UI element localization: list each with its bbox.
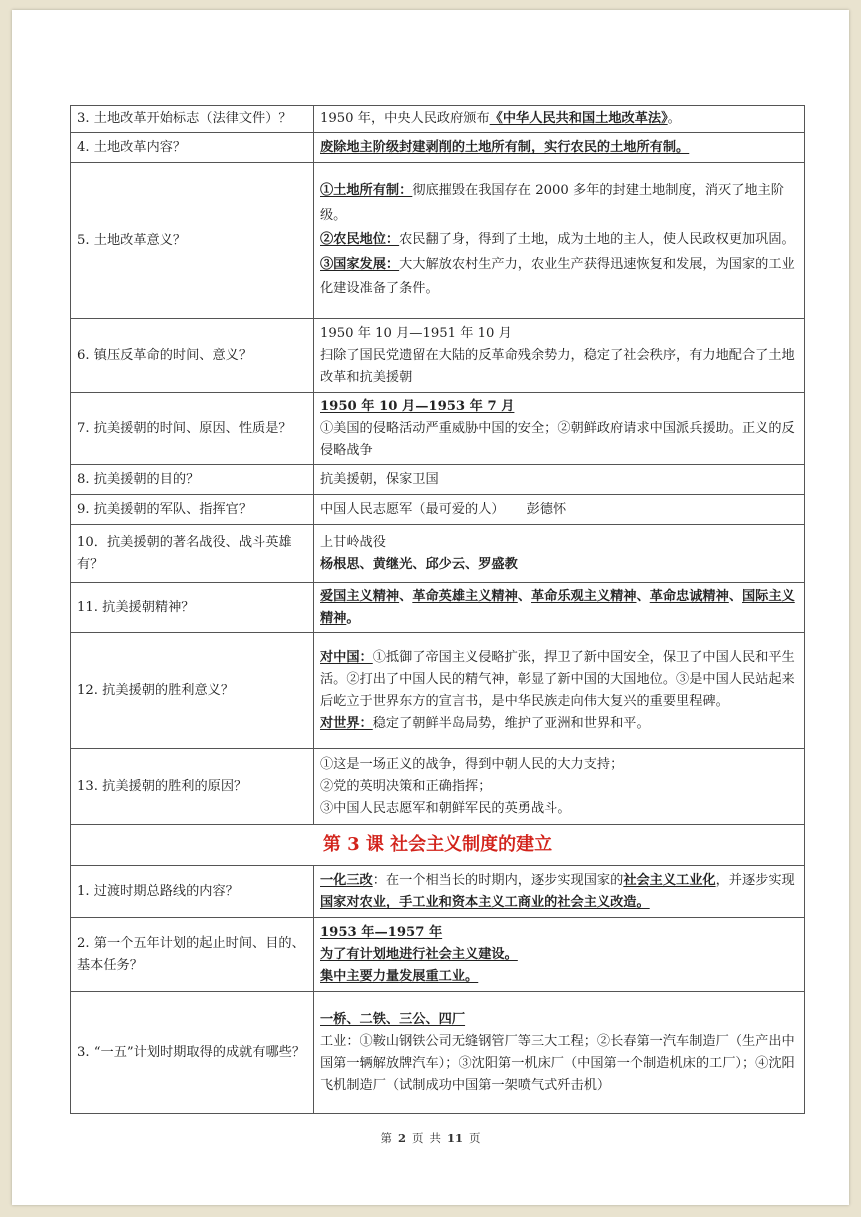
question-cell: 7. 抗美援朝的时间、原因、性质是？ <box>71 393 314 465</box>
table-row <box>71 319 805 393</box>
question-cell: 2. 第一个五年计划的起止时间、目的、基本任务？ <box>71 918 314 992</box>
table-row <box>71 583 805 633</box>
answer-cell: 中国人民志愿军（最可爱的人） 彭德怀 <box>314 495 805 525</box>
question-cell: 11. 抗美援朝精神？ <box>71 583 314 633</box>
document-page <box>12 10 849 1205</box>
answer-cell: 爱国主义精神、革命英雄主义精神、革命乐观主义精神、革命忠诚精神、国际主义精神。 <box>314 583 805 633</box>
section-title: 第 3 课 社会主义制度的建立 <box>71 825 805 866</box>
question-cell: 4. 土地改革内容？ <box>71 133 314 163</box>
question-cell: 8. 抗美援朝的目的？ <box>71 465 314 495</box>
question-cell: 1. 过渡时期总路线的内容？ <box>71 866 314 918</box>
answer-cell: ①这是一场正义的战争，得到中朝人民的大力支持； ②党的英明决策和正确指挥； ③中国人民志愿军和朝鲜军民的英勇战斗。 <box>314 749 805 825</box>
question-cell: 5. 土地改革意义？ <box>71 163 314 319</box>
table-row <box>71 495 805 525</box>
answer-cell: 1950 年 10 月—1953 年 7 月 ①美国的侵略活动严重威胁中国的安全；②朝鲜政府请求中国派兵援助。正义的反侵略战争 <box>314 393 805 465</box>
answer-cell: 上甘岭战役 杨根思、黄继光、邱少云、罗盛教 <box>314 525 805 583</box>
total-pages: 11 <box>447 1131 464 1145</box>
table-row <box>71 749 805 825</box>
question-cell: 3. “一五”计划时期取得的成就有哪些？ <box>71 992 314 1114</box>
table-row <box>71 992 805 1114</box>
table-row <box>71 106 805 133</box>
table-row <box>71 133 805 163</box>
page-footer: 第 2 页 共 11 页 <box>380 1131 481 1145</box>
section-row <box>71 825 805 866</box>
answer-cell: 废除地主阶级封建剥削的土地所有制，实行农民的土地所有制。 <box>314 133 805 163</box>
answer-cell: 抗美援朝，保家卫国 <box>314 465 805 495</box>
answer-cell: 1953 年—1957 年 为了有计划地进行社会主义建设。 集中主要力量发展重工业。 <box>314 918 805 992</box>
page-number: 2 <box>397 1131 406 1145</box>
question-cell: 10．抗美援朝的著名战役、战斗英雄有？ <box>71 525 314 583</box>
answer-cell: ①土地所有制：彻底摧毁在我国存在 2000 多年的封建土地制度，消灭了地主阶级。 ②农民地位：农民翻了身，得到了土地，成为土地的主人，使人民政权更加巩固。 ③国家发展：大大解放农村生产力，农业生产获得迅速恢复和发展，为国家的工业化建设准备了条件。 <box>314 163 805 319</box>
question-cell: 9. 抗美援朝的军队、指挥官？ <box>71 495 314 525</box>
answer-cell: 一化三改：在一个相当长的时期内，逐步实现国家的社会主义工业化，并逐步实现国家对农业，手工业和资本主义工商业的社会主义改造。 <box>314 866 805 918</box>
table-row <box>71 525 805 583</box>
table-row <box>71 393 805 465</box>
question-cell: 6. 镇压反革命的时间、意义？ <box>71 319 314 393</box>
question-cell: 13. 抗美援朝的胜利的原因？ <box>71 749 314 825</box>
qa-table <box>70 105 805 1114</box>
answer-cell: 1950 年，中央人民政府颁布《中华人民共和国土地改革法》。 <box>314 106 805 133</box>
question-cell: 12. 抗美援朝的胜利意义？ <box>71 633 314 749</box>
table-row <box>71 918 805 992</box>
table-row <box>71 633 805 749</box>
answer-cell: 1950 年 10 月—1951 年 10 月 扫除了国民党遗留在大陆的反革命残余势力，稳定了社会秩序，有力地配合了土地改革和抗美援朝 <box>314 319 805 393</box>
question-cell: 3. 土地改革开始标志（法律文件）？ <box>71 106 314 133</box>
answer-cell: 一桥、二铁、三公、四厂 工业：①鞍山钢铁公司无缝钢管厂等三大工程；②长春第一汽车制造厂（生产出中国第一辆解放牌汽车）；③沈阳第一机床厂（中国第一个制造机床的工厂）；④沈阳飞机制造厂（试制成功中国第一架喷气式歼击机） <box>314 992 805 1114</box>
table-row <box>71 866 805 918</box>
table-row <box>71 465 805 495</box>
answer-cell: 对中国：①抵御了帝国主义侵略扩张，捍卫了新中国安全，保卫了中国人民和平生活。②打出了中国人民的精气神，彰显了新中国的大国地位。③是中国人民站起来后屹立于世界东方的宣言书，是中华民族走向伟大复兴的重要里程碑。 对世界：稳定了朝鲜半岛局势，维护了亚洲和世界和平。 <box>314 633 805 749</box>
table-row <box>71 163 805 319</box>
